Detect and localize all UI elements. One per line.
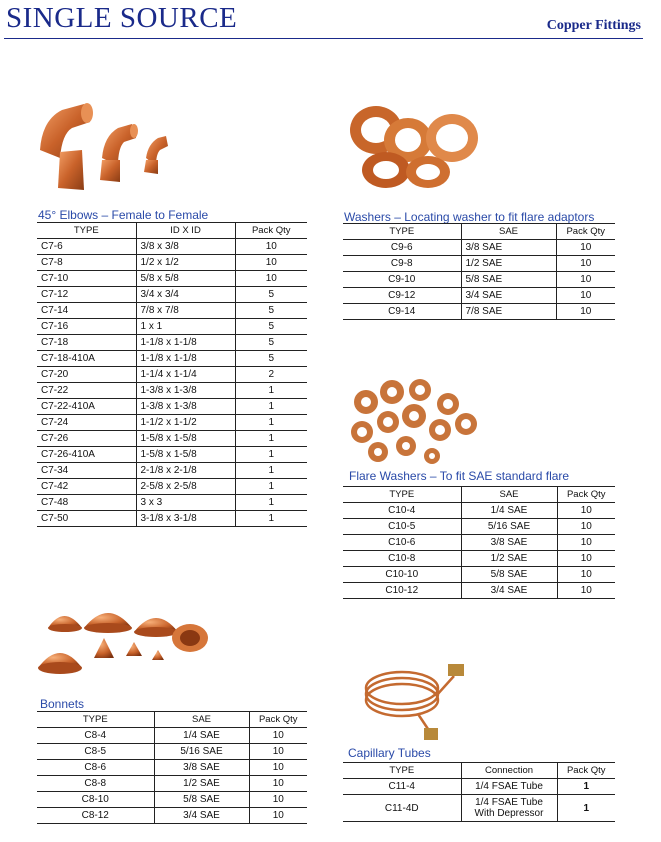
table-cell: C9-14 bbox=[343, 304, 461, 320]
column-header: Pack Qty bbox=[557, 763, 615, 779]
table-cell: 1/2 SAE bbox=[154, 776, 249, 792]
table-cell: 1-5/8 x 1-5/8 bbox=[136, 431, 235, 447]
table-cell: 1/2 x 1/2 bbox=[136, 255, 235, 271]
table-row bbox=[37, 351, 307, 367]
table-cell: 1-5/8 x 1-5/8 bbox=[136, 447, 235, 463]
washers-photo bbox=[346, 100, 496, 196]
table-cell: 10 bbox=[556, 256, 615, 272]
table-row bbox=[343, 535, 615, 551]
table-cell: C8-6 bbox=[37, 760, 154, 776]
brand-title: SINGLE SOURCE bbox=[6, 2, 238, 34]
table-cell: 5/16 SAE bbox=[154, 744, 249, 760]
table-cell: 10 bbox=[556, 304, 615, 320]
column-header: Pack Qty bbox=[557, 487, 615, 503]
table-cell: C7-48 bbox=[37, 495, 136, 511]
table-cell: 10 bbox=[249, 808, 307, 824]
table-row bbox=[37, 463, 307, 479]
table-cell: 1/2 SAE bbox=[461, 551, 557, 567]
table-cell: C8-10 bbox=[37, 792, 154, 808]
table-row bbox=[343, 519, 615, 535]
table-row bbox=[37, 287, 307, 303]
table-cell: C7-6 bbox=[37, 239, 136, 255]
table-header-row bbox=[343, 487, 615, 503]
table-header-row bbox=[37, 712, 307, 728]
table-cell: 3/4 x 3/4 bbox=[136, 287, 235, 303]
table-row bbox=[343, 795, 615, 822]
table-cell: 1 bbox=[235, 463, 307, 479]
bonnets-photo bbox=[34, 598, 214, 690]
table-cell: 1/4 SAE bbox=[461, 503, 557, 519]
table-row bbox=[37, 808, 307, 824]
table-cell: 3-1/8 x 3-1/8 bbox=[136, 511, 235, 527]
table-row bbox=[37, 479, 307, 495]
table-row bbox=[343, 779, 615, 795]
table-cell: 1/2 SAE bbox=[461, 256, 556, 272]
table-cell: C9-6 bbox=[343, 240, 461, 256]
flare-washers-table bbox=[343, 486, 615, 599]
table-row bbox=[37, 776, 307, 792]
table-row bbox=[37, 239, 307, 255]
table-cell: 10 bbox=[249, 776, 307, 792]
table-cell: 10 bbox=[557, 567, 615, 583]
table-cell: 1 bbox=[235, 399, 307, 415]
table-row bbox=[37, 255, 307, 271]
category-title: Copper Fittings bbox=[546, 18, 641, 33]
capillary-tube-photo bbox=[358, 648, 474, 744]
table-row bbox=[37, 319, 307, 335]
table-cell: 1 bbox=[235, 495, 307, 511]
table-cell: 1/4 FSAE Tube bbox=[461, 779, 557, 795]
column-header: TYPE bbox=[37, 223, 136, 239]
column-header: SAE bbox=[154, 712, 249, 728]
column-header: ID X ID bbox=[136, 223, 235, 239]
table-cell: 10 bbox=[557, 583, 615, 599]
table-row bbox=[343, 304, 615, 320]
column-header: TYPE bbox=[343, 763, 461, 779]
table-cell: 2 bbox=[235, 367, 307, 383]
table-row bbox=[343, 567, 615, 583]
table-row bbox=[37, 415, 307, 431]
table-cell: 5/8 x 5/8 bbox=[136, 271, 235, 287]
table-row bbox=[37, 399, 307, 415]
table-cell: 2-1/8 x 2-1/8 bbox=[136, 463, 235, 479]
table-row bbox=[37, 792, 307, 808]
table-row bbox=[343, 583, 615, 599]
column-header: Pack Qty bbox=[556, 224, 615, 240]
table-header-row bbox=[343, 224, 615, 240]
flare-washers-photo bbox=[348, 376, 488, 464]
table-row bbox=[343, 272, 615, 288]
table-cell: 3/8 SAE bbox=[461, 535, 557, 551]
elbows-table bbox=[37, 222, 307, 527]
table-row bbox=[343, 503, 615, 519]
table-row bbox=[37, 367, 307, 383]
table-cell: C9-12 bbox=[343, 288, 461, 304]
table-row bbox=[37, 335, 307, 351]
table-cell: 3/4 SAE bbox=[461, 583, 557, 599]
table-cell: C7-22-410A bbox=[37, 399, 136, 415]
table-cell: C7-26 bbox=[37, 431, 136, 447]
table-cell: 1/4 FSAE Tube With Depressor bbox=[461, 795, 557, 822]
table-cell: 1-3/8 x 1-3/8 bbox=[136, 383, 235, 399]
table-row bbox=[37, 744, 307, 760]
table-cell: 10 bbox=[556, 272, 615, 288]
table-cell: 10 bbox=[557, 503, 615, 519]
table-cell: 1 bbox=[557, 779, 615, 795]
table-cell: C10-4 bbox=[343, 503, 461, 519]
table-cell: C7-14 bbox=[37, 303, 136, 319]
table-cell: C7-34 bbox=[37, 463, 136, 479]
table-cell: 5/16 SAE bbox=[461, 519, 557, 535]
table-cell: 1 bbox=[235, 383, 307, 399]
table-cell: C7-18 bbox=[37, 335, 136, 351]
table-cell: 5 bbox=[235, 319, 307, 335]
table-cell: 10 bbox=[235, 255, 307, 271]
table-cell: 1 bbox=[557, 795, 615, 822]
table-cell: C7-20 bbox=[37, 367, 136, 383]
table-cell: 5/8 SAE bbox=[461, 272, 556, 288]
table-cell: 3/8 x 3/8 bbox=[136, 239, 235, 255]
table-cell: 10 bbox=[235, 239, 307, 255]
column-header: TYPE bbox=[343, 224, 461, 240]
table-row bbox=[343, 256, 615, 272]
table-cell: C10-6 bbox=[343, 535, 461, 551]
table-cell: 10 bbox=[249, 760, 307, 776]
column-header: SAE bbox=[461, 487, 557, 503]
table-cell: 1-1/4 x 1-1/4 bbox=[136, 367, 235, 383]
table-cell: 3 x 3 bbox=[136, 495, 235, 511]
column-header: Pack Qty bbox=[235, 223, 307, 239]
table-cell: 10 bbox=[249, 792, 307, 808]
table-cell: 3/8 SAE bbox=[461, 240, 556, 256]
table-header-row bbox=[37, 223, 307, 239]
table-cell: 3/8 SAE bbox=[154, 760, 249, 776]
table-cell: C8-12 bbox=[37, 808, 154, 824]
flare-washers-section-title: Flare Washers – To fit SAE standard flare bbox=[349, 469, 570, 483]
table-cell: 1-1/8 x 1-1/8 bbox=[136, 335, 235, 351]
header-divider bbox=[4, 38, 643, 39]
table-row bbox=[343, 551, 615, 567]
table-cell: 7/8 SAE bbox=[461, 304, 556, 320]
table-cell: 1 bbox=[235, 511, 307, 527]
table-cell: 5 bbox=[235, 303, 307, 319]
table-row bbox=[37, 431, 307, 447]
table-row bbox=[37, 303, 307, 319]
elbows-photo bbox=[36, 100, 186, 192]
table-cell: 5/8 SAE bbox=[461, 567, 557, 583]
table-cell: C7-42 bbox=[37, 479, 136, 495]
table-cell: 5 bbox=[235, 287, 307, 303]
table-row bbox=[343, 240, 615, 256]
table-cell: C10-5 bbox=[343, 519, 461, 535]
table-cell: 10 bbox=[557, 535, 615, 551]
table-cell: C8-5 bbox=[37, 744, 154, 760]
table-cell: C10-8 bbox=[343, 551, 461, 567]
table-cell: 5/8 SAE bbox=[154, 792, 249, 808]
table-cell: C11-4D bbox=[343, 795, 461, 822]
table-cell: 3/4 SAE bbox=[461, 288, 556, 304]
table-cell: 10 bbox=[556, 288, 615, 304]
column-header: TYPE bbox=[343, 487, 461, 503]
table-cell: C7-18-410A bbox=[37, 351, 136, 367]
column-header: Connection bbox=[461, 763, 557, 779]
table-cell: C7-8 bbox=[37, 255, 136, 271]
table-cell: C7-16 bbox=[37, 319, 136, 335]
table-cell: 10 bbox=[557, 551, 615, 567]
table-cell: 3/4 SAE bbox=[154, 808, 249, 824]
capillary-table bbox=[343, 762, 615, 822]
table-cell: 1/4 SAE bbox=[154, 728, 249, 744]
table-cell: C10-10 bbox=[343, 567, 461, 583]
column-header: Pack Qty bbox=[249, 712, 307, 728]
table-row bbox=[37, 271, 307, 287]
washers-section-title: Washers – Locating washer to fit flare adaptors bbox=[344, 210, 595, 224]
table-cell: 1 bbox=[235, 479, 307, 495]
table-cell: 1-1/2 x 1-1/2 bbox=[136, 415, 235, 431]
table-cell: C7-24 bbox=[37, 415, 136, 431]
table-cell: 7/8 x 7/8 bbox=[136, 303, 235, 319]
table-row bbox=[343, 288, 615, 304]
elbows-section-title: 45° Elbows – Female to Female bbox=[38, 208, 209, 222]
table-cell: 1 bbox=[235, 431, 307, 447]
table-cell: 2-5/8 x 2-5/8 bbox=[136, 479, 235, 495]
table-cell: C7-22 bbox=[37, 383, 136, 399]
bonnets-section-title: Bonnets bbox=[40, 697, 85, 711]
table-cell: 10 bbox=[557, 519, 615, 535]
table-cell: 5 bbox=[235, 351, 307, 367]
table-cell: 1 x 1 bbox=[136, 319, 235, 335]
bonnets-table bbox=[37, 711, 307, 824]
table-cell: 10 bbox=[235, 271, 307, 287]
table-row bbox=[37, 495, 307, 511]
table-cell: 1 bbox=[235, 447, 307, 463]
table-cell: 5 bbox=[235, 335, 307, 351]
table-row bbox=[37, 728, 307, 744]
column-header: SAE bbox=[461, 224, 556, 240]
table-cell: C7-12 bbox=[37, 287, 136, 303]
table-cell: 1-1/8 x 1-1/8 bbox=[136, 351, 235, 367]
table-cell: 10 bbox=[249, 728, 307, 744]
table-row bbox=[37, 447, 307, 463]
table-cell: 1-3/8 x 1-3/8 bbox=[136, 399, 235, 415]
column-header: TYPE bbox=[37, 712, 154, 728]
table-cell: C11-4 bbox=[343, 779, 461, 795]
table-header-row bbox=[343, 763, 615, 779]
table-row bbox=[37, 511, 307, 527]
capillary-section-title: Capillary Tubes bbox=[348, 746, 431, 760]
table-cell: 1 bbox=[235, 415, 307, 431]
table-cell: C9-8 bbox=[343, 256, 461, 272]
table-row bbox=[37, 760, 307, 776]
washers-table bbox=[343, 223, 615, 320]
table-cell: C8-4 bbox=[37, 728, 154, 744]
table-row bbox=[37, 383, 307, 399]
table-cell: C7-50 bbox=[37, 511, 136, 527]
table-cell: C10-12 bbox=[343, 583, 461, 599]
table-cell: 10 bbox=[556, 240, 615, 256]
table-cell: 10 bbox=[249, 744, 307, 760]
table-cell: C9-10 bbox=[343, 272, 461, 288]
table-cell: C8-8 bbox=[37, 776, 154, 792]
table-cell: C7-26-410A bbox=[37, 447, 136, 463]
table-cell: C7-10 bbox=[37, 271, 136, 287]
